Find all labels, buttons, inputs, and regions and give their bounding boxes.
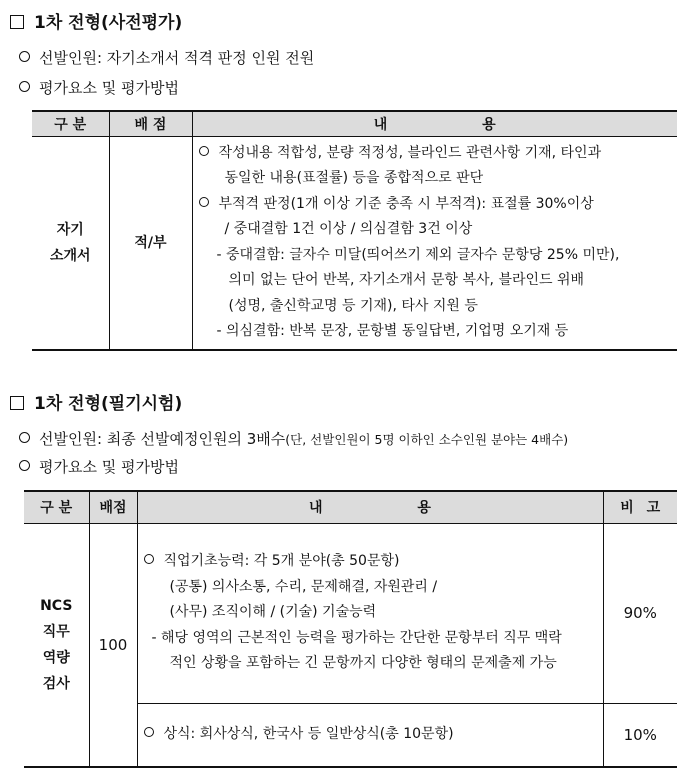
category-cell: NCS 직무 역량 검사 xyxy=(24,523,89,767)
circle-bullet-icon xyxy=(144,554,154,564)
content-line: 작성내용 적합성, 분량 적정성, 블라인드 관련사항 기재, 타인과 xyxy=(199,141,674,167)
content-line: 상식: 회사상식, 한국사 등 일반상식(총 10문항) xyxy=(144,722,599,748)
score-cell: 100 xyxy=(89,523,137,767)
circle-bullet-icon xyxy=(19,51,30,62)
category-cell: 자기 소개서 xyxy=(32,136,109,350)
circle-bullet-icon xyxy=(19,432,30,443)
header-content: 내 용 xyxy=(137,491,603,523)
note-cell: 90% xyxy=(603,523,677,703)
content-line: (공통) 의사소통, 수리, 문제해결, 자원관리 / xyxy=(169,578,438,595)
section1-bullet-selection: 선발인원: 자기소개서 적격 판정 인원 전원 xyxy=(19,47,314,68)
circle-bullet-icon xyxy=(19,460,30,471)
section2-title: 1차 전형(필기시험) xyxy=(10,389,182,414)
content-line: 부적격 판정(1개 이상 기준 충족 시 부적격): 표절률 30%이상 xyxy=(199,192,674,218)
table-header-row xyxy=(32,111,677,136)
content-line: 직업기초능력: 각 5개 분야(총 50문항) xyxy=(144,549,599,575)
header-note: 비 고 xyxy=(603,491,677,523)
circle-bullet-icon xyxy=(199,146,209,156)
content-line: - 중대결함: 글자수 미달(띄어쓰기 제외 글자수 문항당 25% 미만), xyxy=(216,246,620,263)
content-cell xyxy=(137,703,603,767)
content-line: - 의심결함: 반복 문장, 문항별 동일답변, 기업명 오기재 등 xyxy=(216,323,569,339)
header-content: 내 용 xyxy=(192,111,677,136)
table-row xyxy=(32,136,677,350)
content-line: 의미 없는 단어 반복, 자기소개서 문항 복사, 블라인드 위배 xyxy=(228,272,585,288)
note-cell: 10% xyxy=(603,703,677,767)
circle-bullet-icon xyxy=(19,81,30,92)
table-row xyxy=(24,523,677,703)
content-line: / 중대결함 1건 이상 / 의심결함 3건 이상 xyxy=(224,221,473,237)
checkbox-square-icon xyxy=(10,396,24,410)
content-cell xyxy=(192,136,677,350)
section2-bullet-evaluation: 평가요소 및 평가방법 xyxy=(19,456,179,477)
section1-table xyxy=(32,110,677,351)
circle-bullet-icon xyxy=(144,727,154,737)
table-header-row xyxy=(24,491,677,523)
content-line: (사무) 조직이해 / (기술) 기술능력 xyxy=(169,604,377,621)
content-line: - 해당 영역의 근본적인 능력을 평가하는 간단한 문항부터 직무 맥락 xyxy=(151,629,562,646)
content-cell xyxy=(137,523,603,703)
header-score: 배점 xyxy=(89,491,137,523)
score-cell: 적/부 xyxy=(109,136,192,350)
circle-bullet-icon xyxy=(199,197,209,207)
checkbox-square-icon xyxy=(10,15,24,29)
content-line: (성명, 출신학교명 등 기재), 타사 지원 등 xyxy=(228,297,478,314)
section1-title: 1차 전형(사전평가) xyxy=(10,8,182,33)
header-category: 구 분 xyxy=(32,111,109,136)
header-score: 배 점 xyxy=(109,111,192,136)
section2-bullet-selection: 선발인원: 최종 선발예정인원의 3배수(단, 선발인원이 5명 이하인 소수인원 분야는 4배수) xyxy=(19,428,568,449)
content-line: 동일한 내용(표절률) 등을 종합적으로 판단 xyxy=(224,170,484,186)
content-line: 적인 상황을 포함하는 긴 문항까지 다양한 형태의 문제출제 가능 xyxy=(169,655,557,672)
section2-table xyxy=(24,490,677,768)
header-category: 구 분 xyxy=(24,491,89,523)
section1-bullet-evaluation: 평가요소 및 평가방법 xyxy=(19,77,179,98)
